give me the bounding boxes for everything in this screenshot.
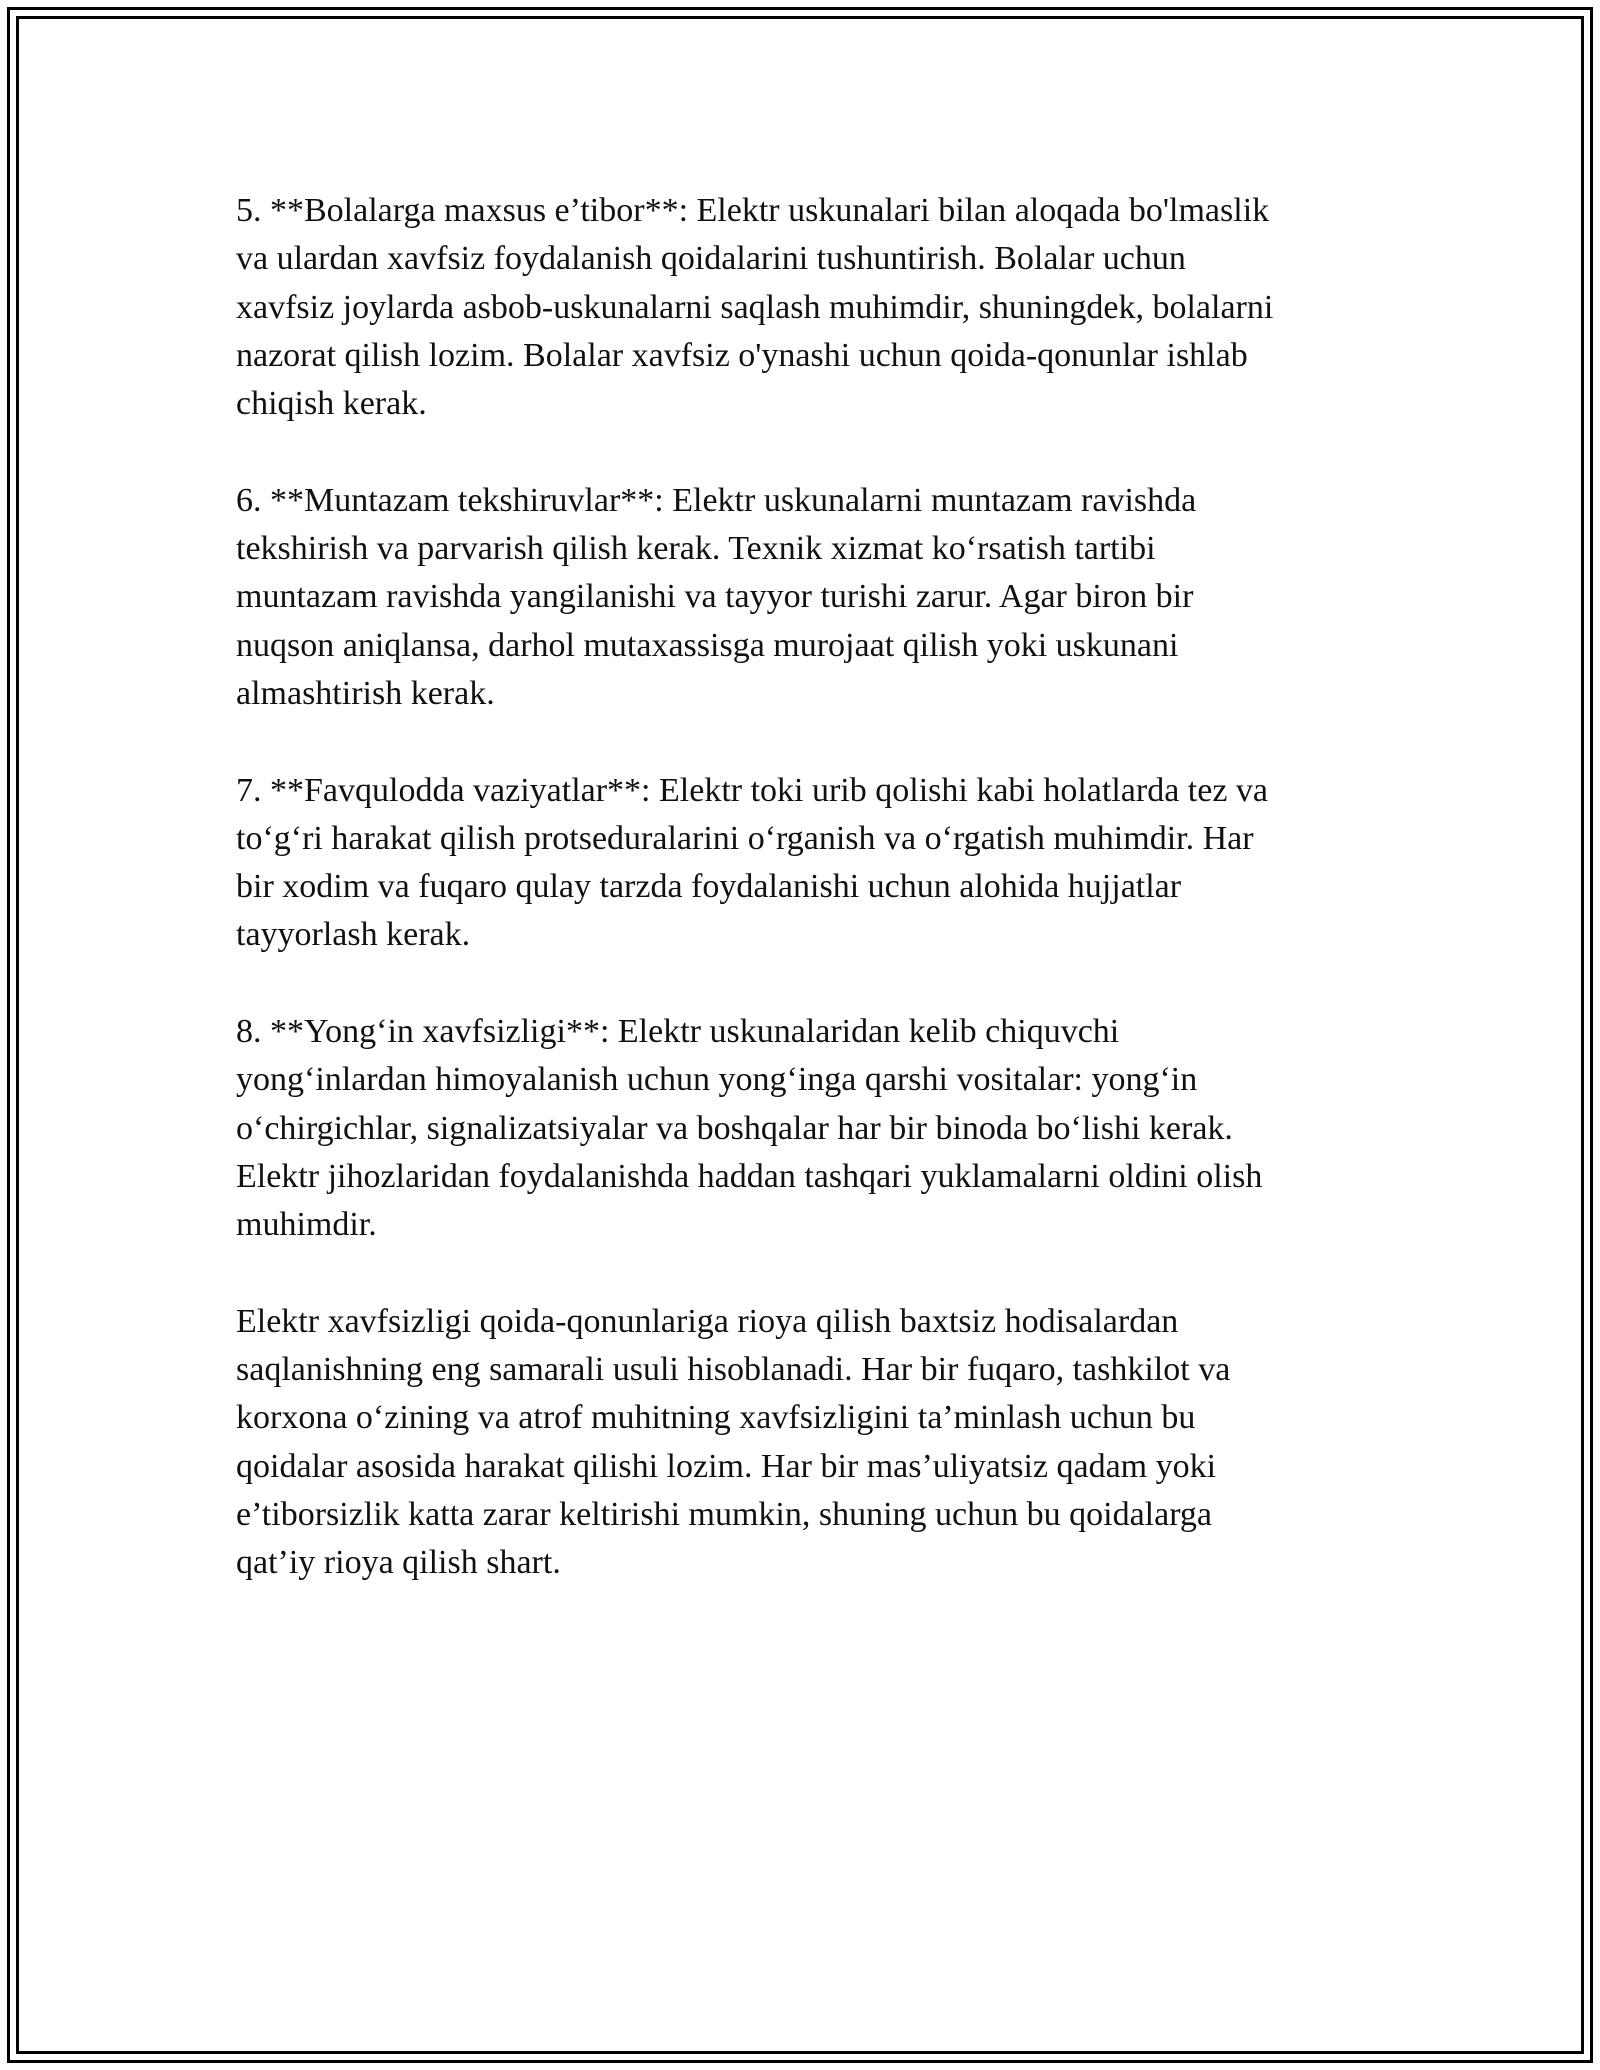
paragraph-regular-inspections: 6. **Muntazam tekshiruvlar**: Elektr uskunalarni muntazam ravishda tekshirish va parvarish qilish kerak. Texnik xizmat ko‘rsatish tartibi muntazam ravishda yangilanishi va tayyor turishi zarur. Agar biron bir nuqson aniqlansa, darhol mutaxassisga murojaat qilish yoki uskunani almashtirish kerak.: [236, 481, 1197, 712]
paragraph-fire-safety: 8. **Yong‘in xavfsizligi**: Elektr uskunalaridan kelib chiquvchi yong‘inlardan himoyalanish uchun yong‘inga qarshi vositalar: yong‘in o‘chirgichlar, signalizatsiyalar va boshqalar har bir binoda bo‘lishi kerak. Elektr jihozlaridan foydalanishda haddan tashqari yuklamalarni oldini olish muhimdir.: [236, 1013, 1263, 1244]
document-body: [236, 187, 1366, 1636]
paragraph-conclusion: Elektr xavfsizligi qoida-qonunlariga rioya qilish baxtsiz hodisalardan saqlanishning eng samarali usuli hisoblanadi. Har bir fuqaro, tashkilot va korxona o‘zining va atrof muhitning xavfsizligini ta’minlash uchun bu qoidalar asosida harakat qilishi lozim. Har bir mas’uliyatsiz qadam yoki e’tiborsizlik katta zarar keltirishi mumkin, shuning uchun bu qoidalarga qat’iy rioya qilish shart.: [236, 1302, 1231, 1582]
paragraph-emergency-situations: 7. **Favqulodda vaziyatlar**: Elektr toki urib qolishi kabi holatlarda tez va to‘g‘ri harakat qilish protseduralarini o‘rganish va o‘rgatish muhimdir. Har bir xodim va fuqaro qulay tarzda foydalanishi uchun alohida hujjatlar tayyorlash kerak.: [236, 771, 1269, 954]
paragraph-children-attention: 5. **Bolalarga maxsus e’tibor**: Elektr uskunalari bilan aloqada bo'lmaslik va ulardan xavfsiz foydalanish qoidalarini tushuntirish. Bolalar uchun xavfsiz joylarda asbob-uskunalarni saqlash muhimdir, shuningdek, bolalarni nazorat qilish lozim. Bolalar xavfsiz o'ynashi uchun qoida-qonunlar ishlab chiqish kerak.: [236, 192, 1274, 423]
